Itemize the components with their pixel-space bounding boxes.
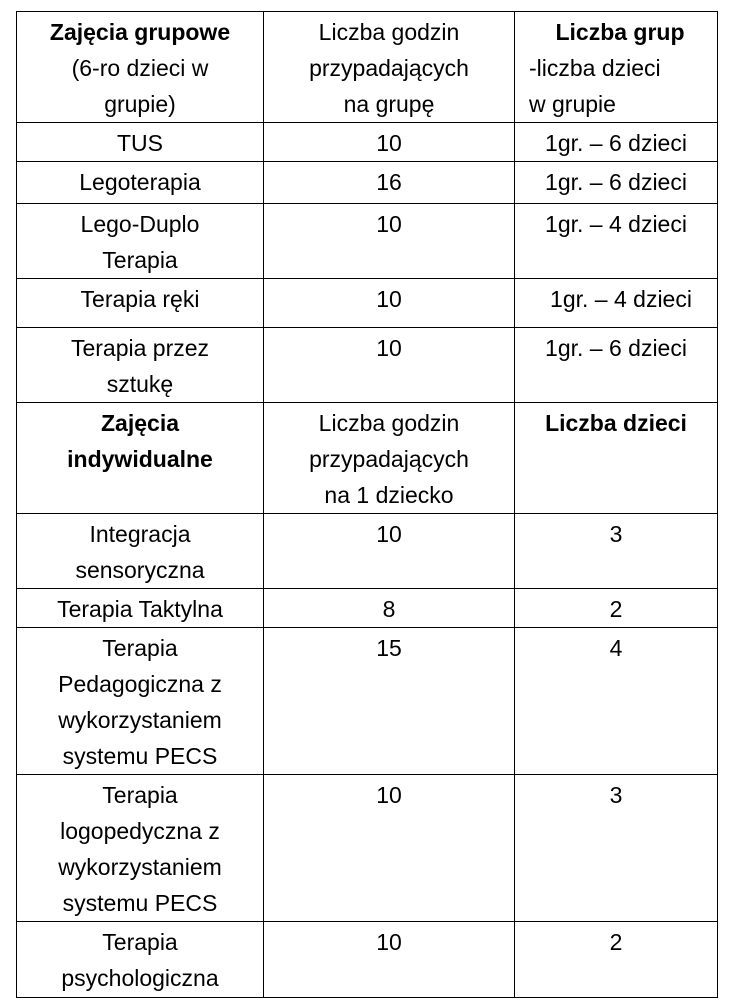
individual-header-hours-text: na 1 dziecko — [324, 482, 454, 508]
group-row-name: Legoterapia — [17, 162, 264, 204]
individual-row-hours: 10 — [264, 922, 515, 998]
group-header-title: Zajęcia grupowe — [49, 19, 231, 45]
individual-header-hours-cell — [264, 403, 515, 514]
individual-row-name: Terapia logopedyczna z wykorzystaniem systemu PECS — [17, 775, 264, 922]
table-row — [17, 123, 718, 162]
group-header-name-cell — [17, 12, 264, 123]
table-row — [17, 922, 718, 998]
individual-header-row — [17, 403, 718, 514]
individual-row-hours: 10 — [264, 775, 515, 922]
therapy-schedule-table — [16, 11, 718, 998]
individual-row-name: Terapia Pedagogiczna z wykorzystaniem systemu PECS — [17, 628, 264, 775]
individual-row-name: Integracja sensoryczna — [17, 514, 264, 589]
individual-header-hours-text: przypadających — [309, 446, 469, 472]
table-row — [17, 514, 718, 589]
individual-row-name: Terapia Taktylna — [17, 589, 264, 628]
group-row-hours: 10 — [264, 279, 515, 328]
group-header-groups-cell — [515, 12, 718, 123]
group-row-name: TUS — [17, 123, 264, 162]
table-row — [17, 204, 718, 279]
group-header-row — [17, 12, 718, 123]
group-row-hours: 10 — [264, 123, 515, 162]
individual-row-children: 3 — [515, 514, 718, 589]
individual-row-hours: 10 — [264, 514, 515, 589]
table-row — [17, 328, 718, 403]
individual-row-children: 2 — [515, 922, 718, 998]
individual-header-name-cell — [17, 403, 264, 514]
individual-row-hours: 15 — [264, 628, 515, 775]
individual-header-children-title: Liczba dzieci — [545, 410, 687, 436]
table-row — [17, 628, 718, 775]
individual-header-title: Zajęcia — [101, 410, 179, 436]
group-header-groups-text: -liczba dzieci — [529, 55, 661, 81]
group-row-groups: 1gr. – 4 dzieci — [515, 204, 718, 279]
table-row — [17, 279, 718, 328]
group-row-groups: 1gr. – 6 dzieci — [515, 123, 718, 162]
group-header-hours-text: przypadających — [309, 55, 469, 81]
individual-header-children-cell — [515, 403, 718, 514]
individual-row-children: 4 — [515, 628, 718, 775]
individual-header-hours-text: Liczba godzin — [318, 410, 460, 436]
group-row-hours: 10 — [264, 204, 515, 279]
individual-row-name: Terapia psychologiczna — [17, 922, 264, 998]
group-header-groups-title: Liczba grup — [555, 19, 685, 45]
group-row-name: Lego-Duplo Terapia — [17, 204, 264, 279]
individual-row-children: 2 — [515, 589, 718, 628]
group-row-name: Terapia przez sztukę — [17, 328, 264, 403]
table-row — [17, 775, 718, 922]
individual-row-children: 3 — [515, 775, 718, 922]
group-row-groups: 1gr. – 4 dzieci — [515, 279, 718, 328]
group-row-groups: 1gr. – 6 dzieci — [515, 328, 718, 403]
group-header-hours-text: na grupę — [343, 91, 435, 117]
table-row — [17, 162, 718, 204]
table-row — [17, 589, 718, 628]
group-row-name: Terapia ręki — [17, 279, 264, 328]
group-header-hours-text: Liczba godzin — [318, 19, 460, 45]
group-row-groups: 1gr. – 6 dzieci — [515, 162, 718, 204]
group-row-hours: 16 — [264, 162, 515, 204]
group-header-groups-text: w grupie — [529, 91, 616, 117]
group-header-subtitle: grupie) — [104, 91, 176, 117]
individual-row-hours: 8 — [264, 589, 515, 628]
group-header-hours-cell — [264, 12, 515, 123]
group-header-subtitle: (6-ro dzieci w — [71, 55, 209, 81]
individual-header-title: indywidualne — [67, 446, 213, 472]
group-row-hours: 10 — [264, 328, 515, 403]
